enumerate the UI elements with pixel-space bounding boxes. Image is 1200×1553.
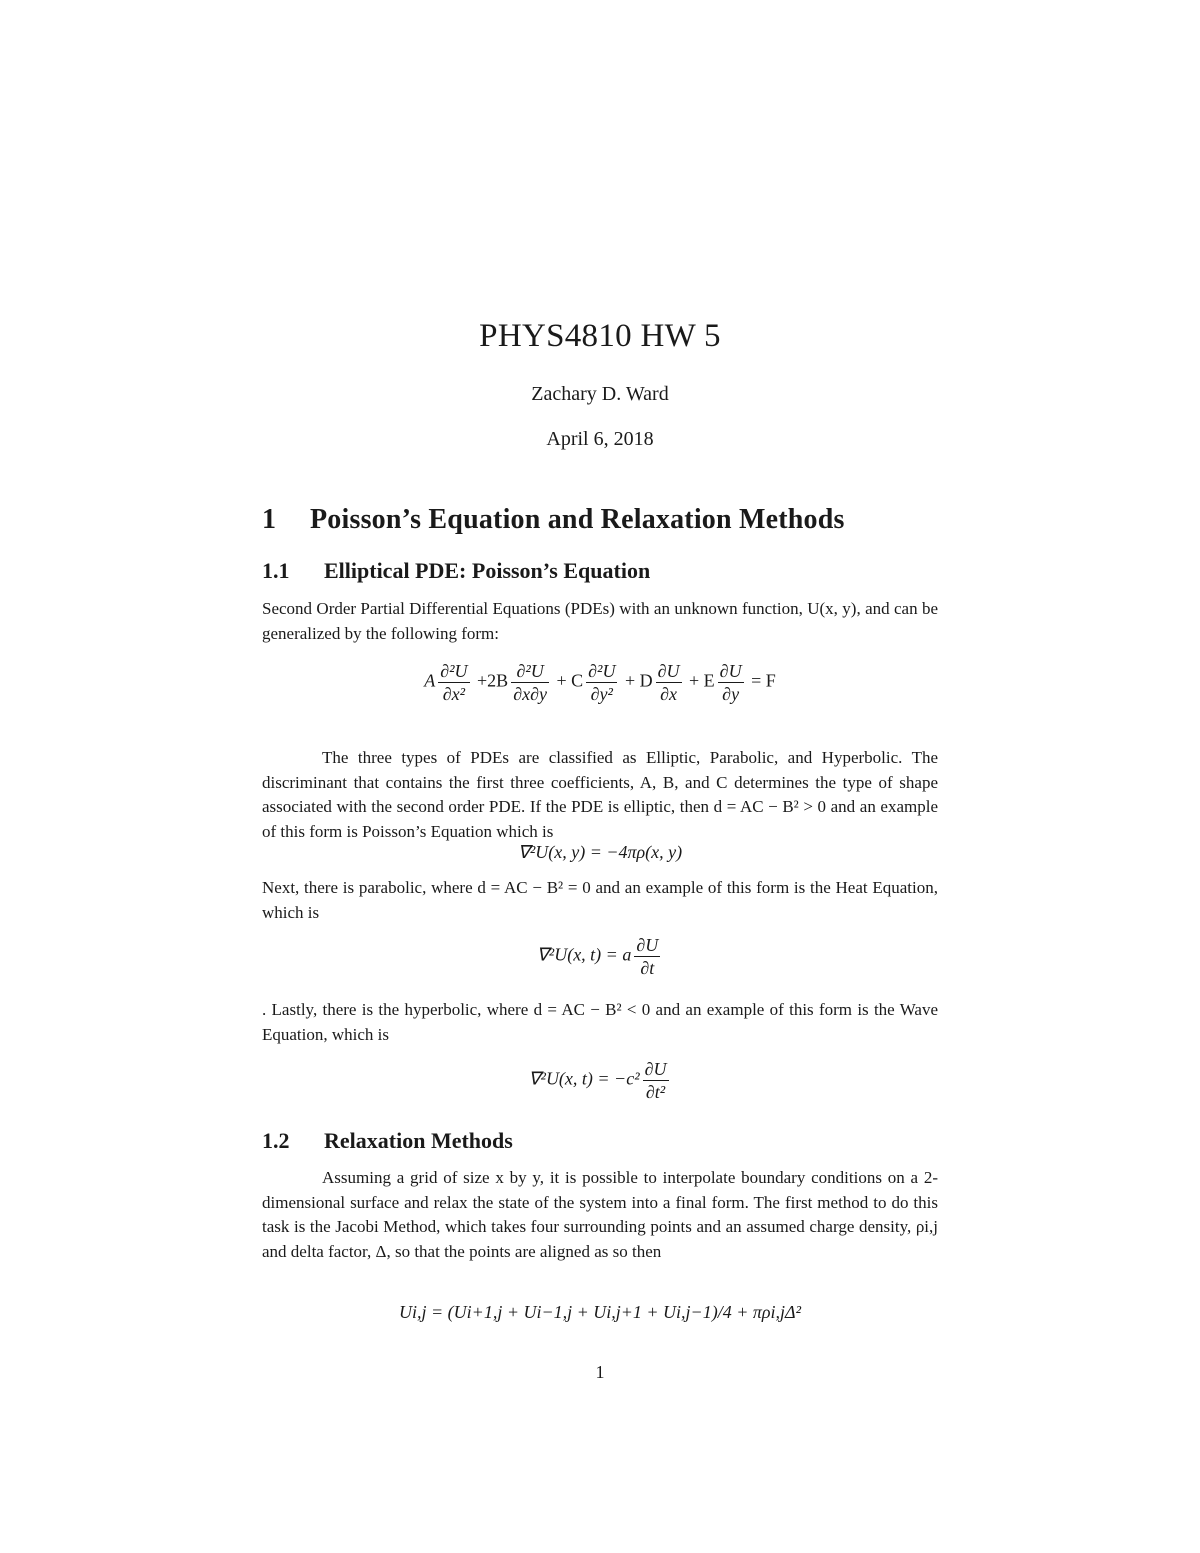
coef-b: +2B bbox=[477, 670, 509, 691]
subsection-heading-1-2 bbox=[262, 1128, 513, 1154]
document-date: April 6, 2018 bbox=[546, 428, 654, 450]
paragraph-pde-intro: Second Order Partial Differential Equations (PDEs) with an unknown function, U(x, y), and can be generalized by the following form: bbox=[262, 599, 938, 643]
coef-a: A bbox=[424, 670, 436, 691]
equation-general-pde bbox=[0, 660, 1200, 705]
rhs-f: = F bbox=[751, 670, 776, 691]
fraction: $\frac{\text{∂²U}}{\text{∂x²}}$ bbox=[440, 661, 468, 704]
subsection-number: 1.1 bbox=[262, 558, 290, 583]
subsection-number: 1.2 bbox=[262, 1128, 290, 1153]
subsection-title: Relaxation Methods bbox=[324, 1128, 513, 1153]
section-number: 1 bbox=[262, 504, 277, 535]
fraction: $\frac{\partial U}{\partial x}$ bbox=[657, 661, 680, 704]
heat-lhs: ∇²U(x, t) = a bbox=[536, 944, 632, 965]
paragraph-hyperbolic: . Lastly, there is the hyperbolic, where d = AC − B² < 0 and an example of this form is the Wave Equation, which is bbox=[262, 1000, 938, 1044]
wave-lhs: ∇²U(x, t) = −c² bbox=[528, 1068, 640, 1089]
section-heading bbox=[262, 504, 845, 536]
subsection-title: Elliptical PDE: Poisson’s Equation bbox=[324, 558, 651, 583]
page-number: 1 bbox=[595, 1362, 605, 1382]
fraction: $\frac{\text{∂²U}}{\text{∂y²}}$ bbox=[588, 661, 616, 704]
coef-d: + D bbox=[624, 670, 653, 691]
coef-e: + E bbox=[689, 670, 715, 691]
equation-wave bbox=[0, 1058, 1200, 1103]
subsection-heading-1-1 bbox=[262, 558, 650, 584]
equation-jacobi: Ui,j = (Ui+1,j + Ui−1,j + Ui,j+1 + Ui,j−1)/4 + πρi,jΔ² bbox=[399, 1302, 801, 1322]
coef-c: + C bbox=[556, 670, 584, 691]
equation-poisson: ∇²U(x, y) = −4πρ(x, y) bbox=[517, 842, 683, 862]
author-name: Zachary D. Ward bbox=[531, 383, 669, 405]
section-title: Poisson’s Equation and Relaxation Methods bbox=[310, 504, 845, 535]
paragraph-parabolic: Next, there is parabolic, where d = AC − B² = 0 and an example of this form is the Heat Equation, which is bbox=[262, 878, 938, 922]
document-title: PHYS4810 HW 5 bbox=[479, 318, 721, 354]
paragraph-relaxation: Assuming a grid of size x by y, it is possible to interpolate boundary conditions on a 2-dimensional surface and relax the state of the system into a final form. The first method to do this task is the Jacobi Method, which takes four surrounding points and an assumed charge density, ρi,j and delta factor, Δ, so that the points are aligned as so then bbox=[262, 1168, 938, 1261]
equation-heat bbox=[0, 934, 1200, 979]
paragraph-pde-types: The three types of PDEs are classified as Elliptic, Parabolic, and Hyperbolic. The discriminant that contains the first three coefficients, A, B, and C determines the type of shape associated with the second order PDE. If the PDE is elliptic, then d = AC − B² > 0 and an example of this form is Poisson’s Equation which is bbox=[262, 748, 938, 841]
fraction: $\frac{\partial U}{\text{∂t²}}$ bbox=[644, 1059, 667, 1102]
fraction: $\frac{\partial U}{\partial y}$ bbox=[719, 661, 742, 704]
fraction: $\frac{\text{∂²U}}{\partial x\partial y}$ bbox=[513, 661, 547, 704]
fraction: $\frac{\partial U}{\partial t}$ bbox=[636, 935, 659, 978]
